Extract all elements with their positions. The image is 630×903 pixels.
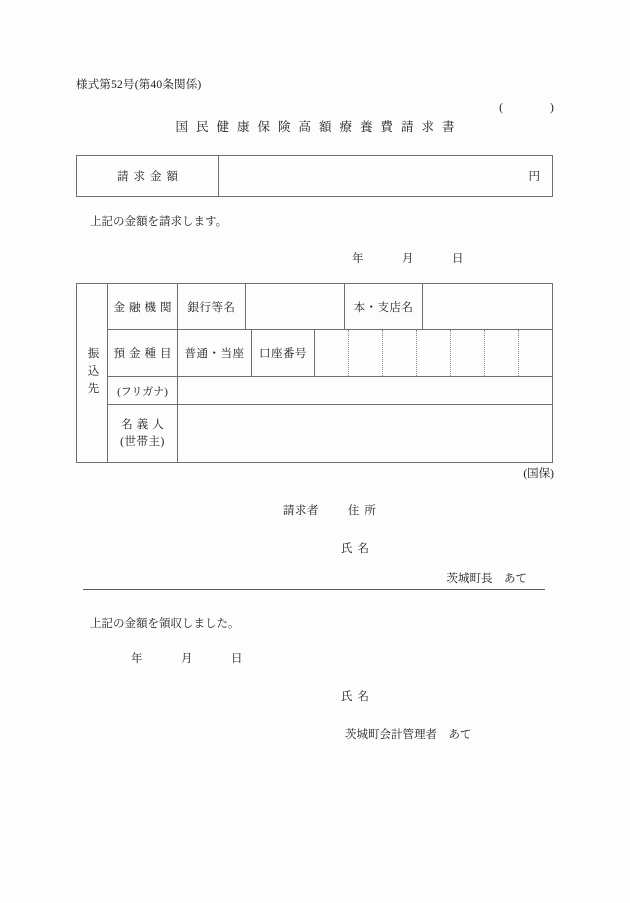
kokuho-note: (国保) <box>523 468 554 480</box>
claimant-address-row <box>283 502 381 518</box>
claimant-role-label: 請求者 <box>283 505 319 517</box>
furigana-input[interactable] <box>178 377 552 404</box>
receipt-name-label: 氏名 <box>341 691 374 703</box>
account-holder-label-line1: 名義人 <box>121 418 168 431</box>
account-number-label: 口座番号 <box>252 330 315 376</box>
account-holder-label-line2: (世帯主) <box>120 435 165 448</box>
top-right-parenthesis-field[interactable]: ( ) <box>499 102 554 114</box>
bank-transfer-table <box>76 283 553 463</box>
account-holder-row <box>108 405 552 462</box>
account-digit-cell[interactable] <box>451 330 485 376</box>
account-digit-cell[interactable] <box>485 330 519 376</box>
account-digit-cell[interactable] <box>315 330 349 376</box>
claim-amount-unit: 円 <box>528 171 540 183</box>
receipt-statement: 上記の金額を領収しました。 <box>90 618 240 630</box>
claim-statement: 上記の金額を請求します。 <box>90 216 228 228</box>
claim-amount-label: 請求金額 <box>77 156 219 196</box>
account-holder-input[interactable] <box>178 405 552 462</box>
account-digit-cell[interactable] <box>417 330 451 376</box>
account-holder-label <box>108 405 178 462</box>
bank-name-label: 銀行等名 <box>178 284 246 329</box>
account-digit-cell[interactable] <box>349 330 383 376</box>
receipt-addressee: 茨城町会計管理者 あて <box>345 729 472 741</box>
account-digit-cell[interactable] <box>383 330 417 376</box>
branch-name-label: 本・支店名 <box>345 284 423 329</box>
claimant-address-label: 住所 <box>347 505 381 517</box>
page-title: 国民健康保険高額療養費請求書 <box>175 120 463 134</box>
receipt-name-row <box>341 688 374 704</box>
deposit-type-options[interactable]: 普通・当座 <box>178 330 252 376</box>
claim-amount-table <box>76 155 553 197</box>
furigana-label: (フリガナ) <box>108 377 178 404</box>
bank-transfer-side-label: 振込先 <box>77 284 108 462</box>
deposit-row <box>108 330 552 377</box>
financial-institution-label: 金融機関 <box>108 284 178 329</box>
bank-transfer-rows <box>108 284 552 462</box>
branch-name-input[interactable] <box>423 284 552 329</box>
account-digit-cell[interactable] <box>519 330 552 376</box>
deposit-type-label: 預金種目 <box>108 330 178 376</box>
bank-name-input[interactable] <box>246 284 345 329</box>
claim-amount-input[interactable] <box>219 156 552 196</box>
furigana-row <box>108 377 552 405</box>
account-number-input[interactable] <box>315 330 552 376</box>
claimant-name-label: 氏名 <box>341 543 374 555</box>
form-number: 様式第52号(第40条関係) <box>76 79 202 91</box>
claim-addressee: 茨城町長 あて <box>83 570 545 590</box>
financial-institution-row <box>108 284 552 330</box>
claimant-name-row <box>341 540 374 556</box>
receipt-date-line[interactable]: 年 月 日 <box>131 653 244 665</box>
claim-date-line[interactable]: 年 月 日 <box>352 253 465 265</box>
